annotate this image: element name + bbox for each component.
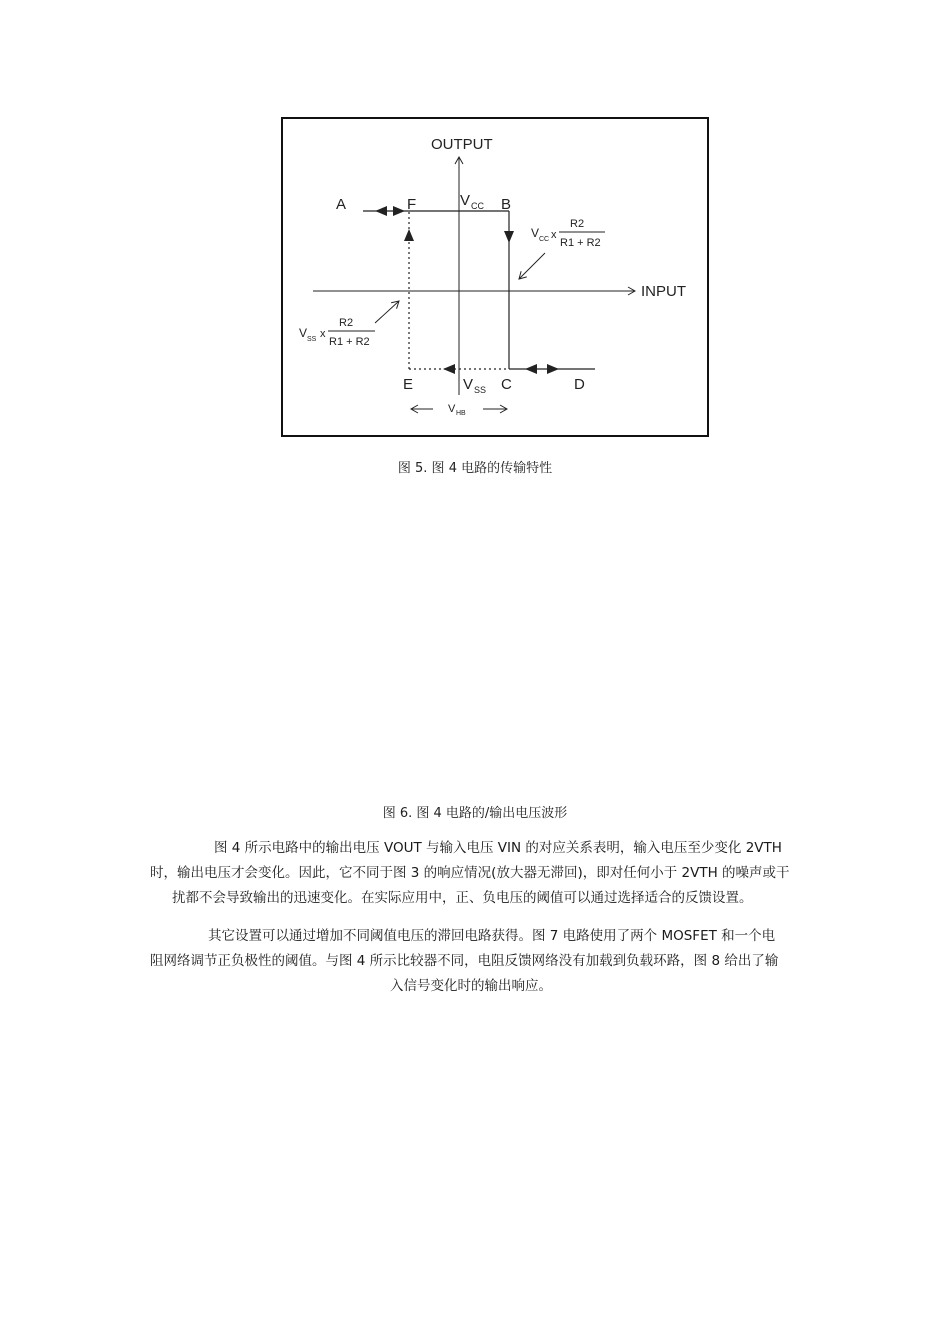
arrow-left-lower	[525, 364, 537, 374]
vss-formula-r1r2: R1 + R2	[329, 336, 370, 348]
paragraph-2-line-1: 其它设置可以通过增加不同阈值电压的滞回电路获得。图 7 电路使用了两个 MOSFET 和一个电	[208, 928, 776, 944]
paragraph-2	[150, 924, 810, 999]
vcc-formula-sub: CC	[539, 236, 550, 243]
arrow-left-upper	[375, 206, 387, 216]
vss-formula-pointer	[375, 301, 399, 323]
point-label-a: A	[336, 196, 347, 213]
vcc-label: V	[460, 192, 471, 209]
point-label-e: E	[403, 376, 414, 393]
output-axis-label: OUTPUT	[431, 136, 493, 153]
figure-5-caption: 图 5. 图 4 电路的传输特性	[397, 461, 553, 476]
transfer-characteristic-svg	[283, 119, 707, 435]
point-label-d: D	[574, 376, 585, 393]
figure-5-diagram	[281, 117, 709, 437]
vss-formula-sub: SS	[307, 336, 317, 343]
point-label-b: B	[501, 196, 512, 213]
vss-formula-v: V	[299, 326, 308, 340]
vhb-subscript: HB	[456, 410, 466, 417]
paragraph-1-line-3: 扰都不会导致输出的迅速变化。在实际应用中，正、负电压的阈值可以通过选择适合的反馈设置。	[172, 890, 753, 906]
vss-subscript: SS	[474, 385, 487, 395]
vss-formula-r2: R2	[339, 317, 354, 329]
point-label-c: C	[501, 376, 512, 393]
arrow-left-ec	[443, 364, 455, 374]
vss-label: V	[463, 376, 474, 393]
arrow-down-bc	[504, 231, 514, 243]
vcc-formula-r2: R2	[570, 218, 585, 230]
arrow-right-lower	[547, 364, 559, 374]
paragraph-1-line-1: 图 4 所示电路中的输出电压 VOUT 与输入电压 VIN 的对应关系表明，输入电压至少变化 2VTH	[214, 840, 782, 856]
vhb-label: V	[448, 403, 456, 415]
paragraph-1	[150, 836, 810, 911]
point-label-f: F	[407, 196, 417, 213]
vcc-formula-pointer	[519, 253, 545, 279]
vcc-subscript: CC	[471, 201, 484, 211]
paragraph-2-line-2: 阻网络调节正负极性的阈值。与图 4 所示比较器不同，电阻反馈网络没有加载到负载环路，图 8 给出了输	[150, 953, 779, 969]
paragraph-1-line-2: 时，输出电压才会变化。因此，它不同于图 3 的响应情况(放大器无滞回)，即对任何小于 2VTH 的噪声或干	[150, 865, 790, 881]
figure-6-caption: 图 6. 图 4 电路的/输出电压波形	[382, 806, 568, 821]
paragraph-2-line-3: 入信号变化时的输出响应。	[390, 978, 552, 994]
input-axis-label: INPUT	[641, 283, 686, 300]
vcc-formula-v: V	[531, 226, 540, 240]
vss-formula-times: x	[320, 328, 326, 340]
vcc-formula-r1r2: R1 + R2	[560, 237, 601, 249]
arrow-right-upper	[393, 206, 405, 216]
vcc-formula-times: x	[551, 229, 557, 241]
arrow-up-ef	[404, 229, 414, 241]
